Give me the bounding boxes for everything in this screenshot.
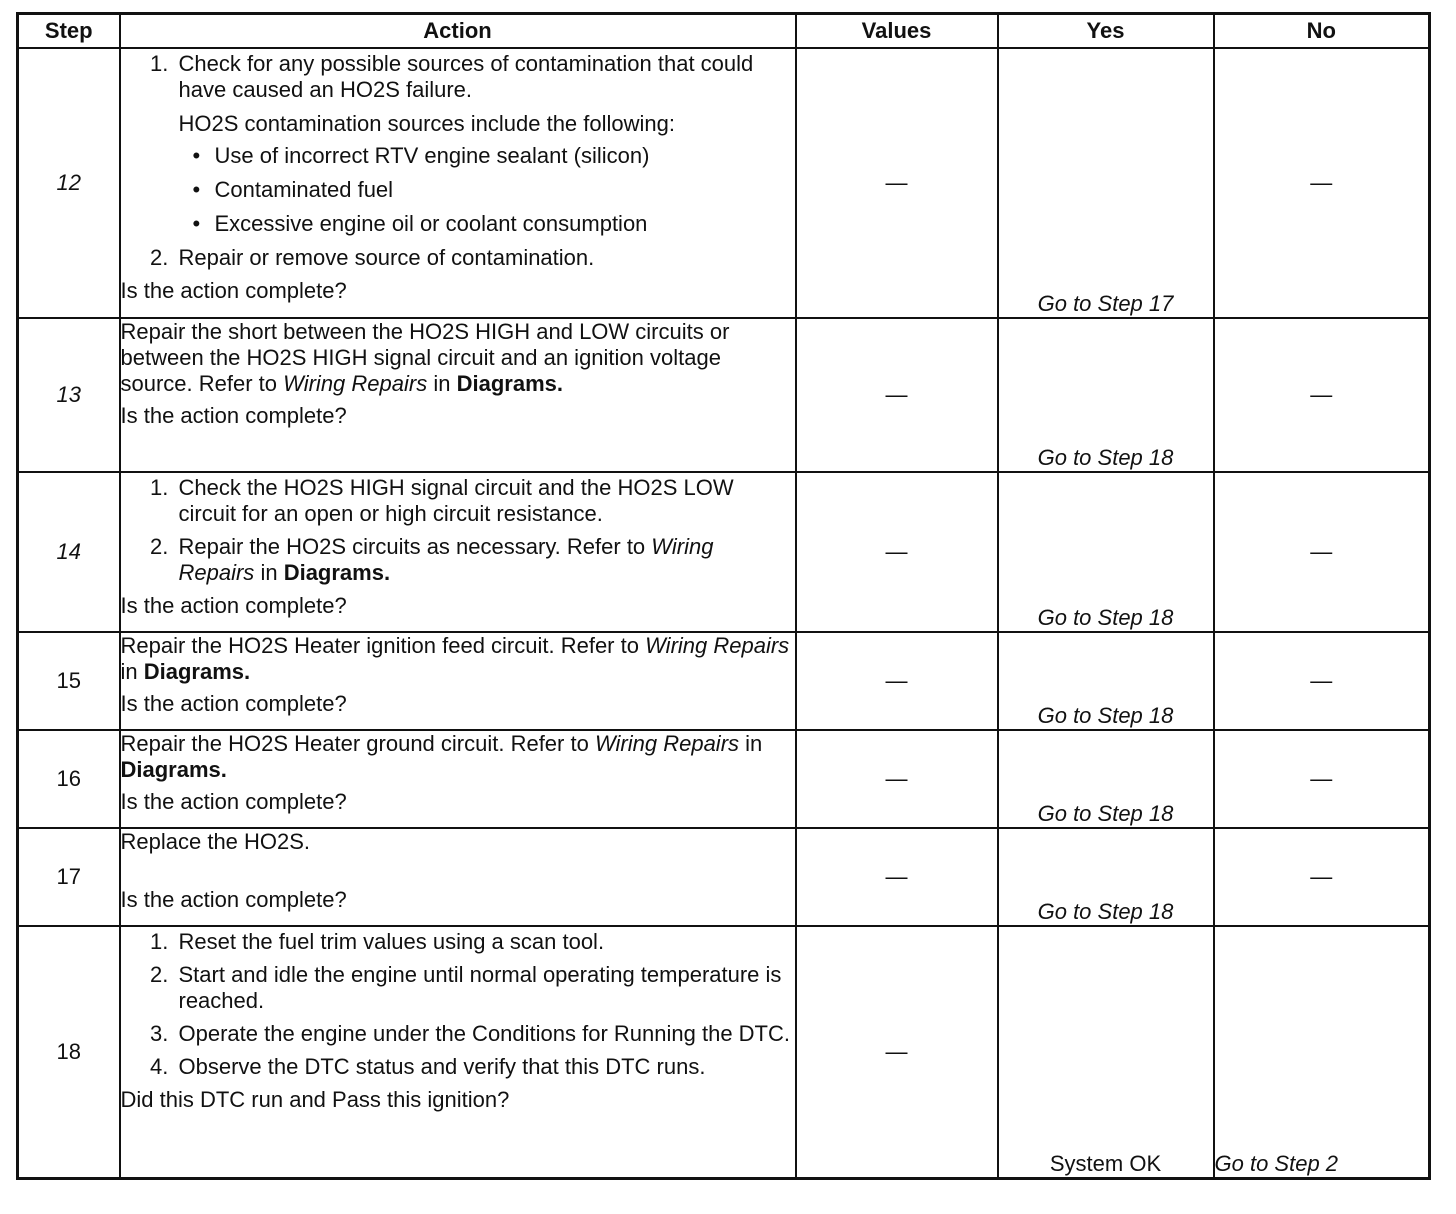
action-cell — [120, 730, 796, 828]
empty-value-dash: — — [885, 382, 908, 407]
list-item — [192, 143, 795, 169]
empty-value-dash: — — [885, 668, 908, 693]
action-step-text: Check the HO2S HIGH signal circuit and the HO2S LOW circuit for an open or high circuit resistance. — [178, 475, 734, 526]
step-number: 14 — [18, 472, 120, 632]
no-goto-link[interactable]: Go to Step 2 — [1214, 1150, 1339, 1176]
list-item — [192, 177, 795, 203]
empty-value-dash: — — [1310, 864, 1333, 889]
list-item-text: Contaminated fuel — [214, 177, 394, 202]
table-row-step-15 — [18, 632, 1430, 730]
contamination-intro: HO2S contamination sources include the following: — [178, 111, 675, 136]
wiring-repairs-reference[interactable]: Wiring Repairs — [594, 731, 740, 756]
header-step: Step — [18, 14, 120, 49]
action-step-text: Reset the fuel trim values using a scan tool. — [178, 929, 605, 954]
action-text: Repair the HO2S Heater ground circuit. Refer to — [120, 731, 589, 756]
action-steps — [121, 929, 795, 1080]
list-item-text: Use of incorrect RTV engine sealant (silicon) — [214, 143, 650, 168]
reference-connector: in — [260, 560, 278, 585]
action-step-item — [175, 1021, 795, 1047]
yes-cell — [998, 926, 1214, 1178]
action-step-item — [175, 245, 795, 271]
no-cell — [1214, 828, 1430, 926]
action-paragraph: Replace the HO2S. — [120, 829, 311, 854]
values-cell — [796, 926, 998, 1178]
action-text: Repair the HO2S Heater ignition feed circuit. Refer to — [120, 633, 639, 658]
action-paragraph — [121, 731, 795, 783]
action-question: Did this DTC run and Pass this ignition? — [120, 1087, 510, 1112]
yes-cell — [998, 48, 1214, 318]
list-item — [192, 211, 795, 237]
action-steps — [121, 51, 795, 271]
wiring-repairs-reference[interactable]: Wiring Repairs — [283, 371, 428, 396]
action-step-text: Operate the engine under the Conditions for Running the DTC. — [178, 1021, 790, 1046]
action-question: Is the action complete? — [120, 278, 347, 303]
diagnostic-table-sheet — [16, 12, 1428, 1180]
values-cell — [796, 48, 998, 318]
action-steps — [121, 475, 795, 586]
header-no: No — [1214, 14, 1430, 49]
action-cell — [120, 632, 796, 730]
values-cell — [796, 730, 998, 828]
step-number: 15 — [18, 632, 120, 730]
yes-cell — [998, 632, 1214, 730]
yes-cell — [998, 730, 1214, 828]
action-cell — [120, 48, 796, 318]
empty-value-dash: — — [885, 170, 908, 195]
action-step-text: Repair or remove source of contamination. — [178, 245, 595, 270]
step-number: 12 — [18, 48, 120, 318]
diagrams-reference[interactable]: Diagrams. — [456, 371, 563, 396]
header-action: Action — [120, 14, 796, 49]
list-item-text: Excessive engine oil or coolant consumption — [214, 211, 648, 236]
diagnostic-table — [16, 12, 1431, 1180]
values-cell — [796, 828, 998, 926]
table-row-step-13 — [18, 318, 1430, 472]
empty-value-dash: — — [1310, 668, 1333, 693]
action-text: Repair the short between the HO2S HIGH and LOW circuits or between the HO2S HIGH signal circuit and an ignition voltage source. Refer to — [120, 319, 730, 396]
contamination-list — [179, 143, 795, 237]
reference-connector: in — [433, 371, 451, 396]
table-row-step-14 — [18, 472, 1430, 632]
action-step-item — [175, 51, 795, 237]
empty-value-dash: — — [885, 864, 908, 889]
action-paragraph — [121, 633, 795, 685]
no-cell — [1214, 472, 1430, 632]
yes-goto-link[interactable]: Go to Step 18 — [1037, 703, 1174, 728]
yes-cell — [998, 472, 1214, 632]
header-row — [18, 14, 1430, 49]
step-number: 16 — [18, 730, 120, 828]
yes-cell — [998, 828, 1214, 926]
no-cell — [1214, 730, 1430, 828]
action-step-item — [175, 475, 795, 527]
yes-goto-link[interactable]: Go to Step 18 — [1037, 605, 1174, 630]
action-step-text: Check for any possible sources of contamination that could have caused an HO2S failure. — [178, 51, 754, 102]
wiring-repairs-reference[interactable]: Wiring Repairs — [645, 633, 790, 658]
no-cell — [1214, 318, 1430, 472]
step-number: 17 — [18, 828, 120, 926]
empty-value-dash: — — [1310, 539, 1333, 564]
action-step-item — [175, 962, 795, 1014]
diagrams-reference[interactable]: Diagrams. — [120, 757, 227, 782]
action-question: Is the action complete? — [120, 403, 347, 428]
bullet-icon: • — [192, 143, 201, 168]
action-cell — [120, 926, 796, 1178]
header-yes: Yes — [998, 14, 1214, 49]
action-step-item — [175, 534, 795, 586]
table-row-step-17 — [18, 828, 1430, 926]
bullet-icon: • — [192, 211, 201, 236]
action-question: Is the action complete? — [120, 691, 347, 716]
wiring-repairs-reference[interactable]: Wiring Repairs — [178, 534, 714, 585]
reference-connector: in — [745, 731, 763, 756]
action-step-text: Start and idle the engine until normal operating temperature is reached. — [178, 962, 782, 1013]
action-cell — [120, 828, 796, 926]
reference-connector: in — [120, 659, 138, 684]
diagrams-reference[interactable]: Diagrams. — [143, 659, 251, 684]
yes-goto-link[interactable]: Go to Step 18 — [1037, 445, 1174, 470]
action-step-text: Observe the DTC status and verify that this DTC runs. — [178, 1054, 706, 1079]
action-question: Is the action complete? — [120, 887, 347, 912]
no-cell — [1214, 632, 1430, 730]
empty-value-dash: — — [885, 539, 908, 564]
action-cell — [120, 472, 796, 632]
yes-goto-link[interactable]: Go to Step 18 — [1037, 899, 1174, 924]
action-question: Is the action complete? — [120, 593, 347, 618]
action-cell — [120, 318, 796, 472]
empty-value-dash: — — [885, 1038, 908, 1064]
yes-goto-link[interactable]: Go to Step 18 — [1037, 801, 1174, 826]
empty-value-dash: — — [1310, 766, 1333, 791]
no-cell — [1214, 926, 1430, 1178]
table-row-step-18 — [18, 926, 1430, 1178]
header-values: Values — [796, 14, 998, 49]
step-number: 18 — [18, 926, 120, 1178]
yes-result: System OK — [1049, 1150, 1162, 1176]
values-cell — [796, 632, 998, 730]
diagrams-reference[interactable]: Diagrams. — [283, 560, 391, 585]
action-paragraph — [121, 319, 795, 397]
action-question: Is the action complete? — [120, 789, 347, 814]
action-step-text: Repair the HO2S circuits as necessary. Refer to — [178, 534, 646, 559]
yes-goto-link[interactable]: Go to Step 17 — [1037, 291, 1174, 316]
empty-value-dash: — — [885, 766, 908, 791]
empty-value-dash: — — [1310, 382, 1333, 407]
action-step-item — [175, 929, 795, 955]
table-row-step-16 — [18, 730, 1430, 828]
no-cell — [1214, 48, 1430, 318]
yes-cell — [998, 318, 1214, 472]
bullet-icon: • — [192, 177, 201, 202]
table-row-step-12 — [18, 48, 1430, 318]
step-number: 13 — [18, 318, 120, 472]
action-step-item — [175, 1054, 795, 1080]
values-cell — [796, 318, 998, 472]
values-cell — [796, 472, 998, 632]
empty-value-dash: — — [1310, 170, 1333, 195]
